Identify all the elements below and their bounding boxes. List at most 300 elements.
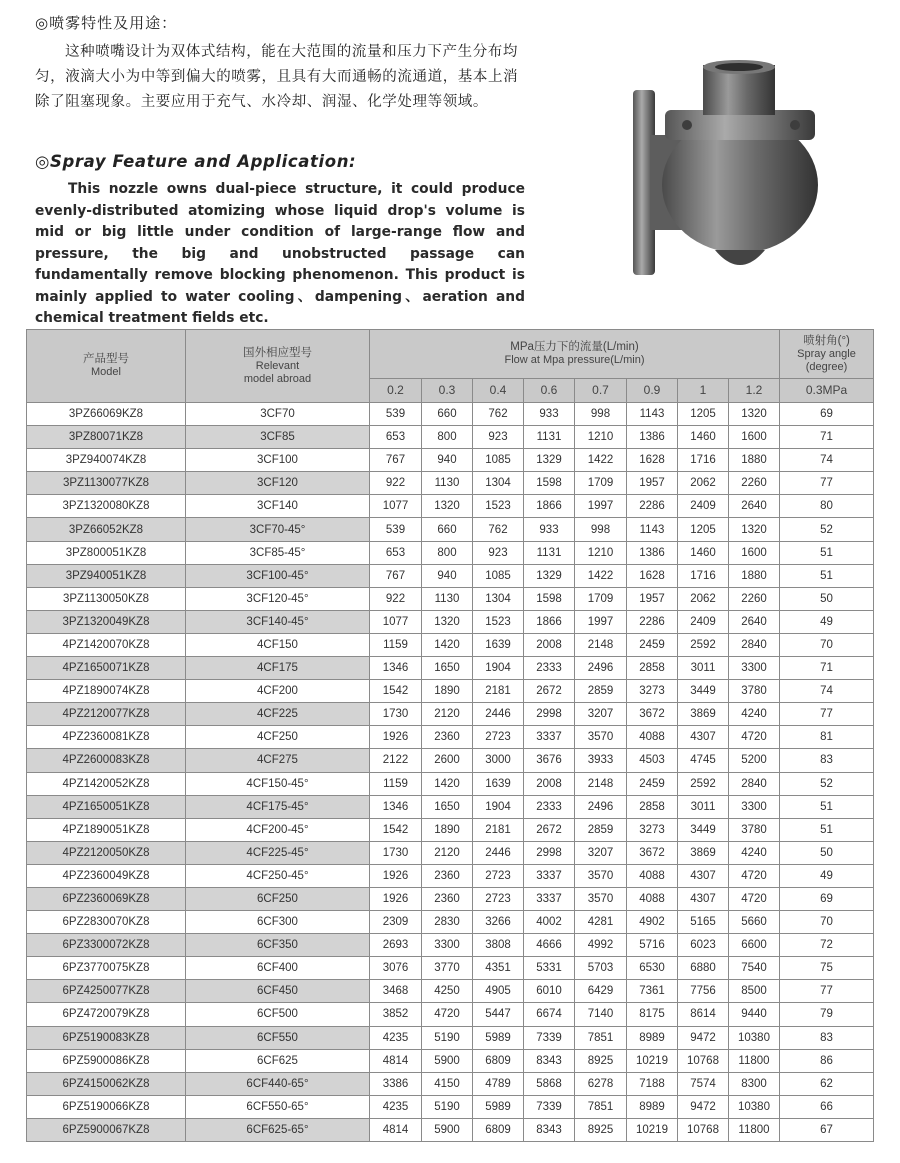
flow-cell: 3207 bbox=[575, 841, 627, 864]
model-cell: 6PZ5900086KZ8 bbox=[27, 1049, 186, 1072]
angle-pressure-header: 0.3MPa bbox=[780, 379, 874, 403]
flow-cell: 1523 bbox=[473, 495, 524, 518]
table-row bbox=[27, 841, 874, 864]
flow-cell: 4002 bbox=[524, 911, 575, 934]
flow-cell: 767 bbox=[370, 564, 422, 587]
flow-cell: 1639 bbox=[473, 633, 524, 656]
spray-angle-cell: 49 bbox=[780, 610, 874, 633]
table-row bbox=[27, 726, 874, 749]
flow-cell: 1386 bbox=[627, 541, 678, 564]
table-row bbox=[27, 980, 874, 1003]
flow-cell: 4992 bbox=[575, 934, 627, 957]
spray-angle-cell: 86 bbox=[780, 1049, 874, 1072]
flow-cell: 1880 bbox=[729, 449, 780, 472]
flow-cell: 1600 bbox=[729, 541, 780, 564]
flow-cell: 3770 bbox=[422, 957, 473, 980]
model-cell: 3PZ1320080KZ8 bbox=[27, 495, 186, 518]
flow-cell: 1320 bbox=[729, 518, 780, 541]
model-cell: 6PZ4720079KZ8 bbox=[27, 1003, 186, 1026]
flow-cell: 2998 bbox=[524, 703, 575, 726]
flow-cell: 1159 bbox=[370, 633, 422, 656]
flow-cell: 6674 bbox=[524, 1003, 575, 1026]
flow-cell: 10219 bbox=[627, 1118, 678, 1141]
flow-rate-table bbox=[26, 329, 874, 1142]
flow-cell: 1329 bbox=[524, 564, 575, 587]
model-cell: 3PZ800051KZ8 bbox=[27, 541, 186, 564]
table-row bbox=[27, 1095, 874, 1118]
spray-nozzle-icon bbox=[625, 55, 825, 285]
flow-cell: 4240 bbox=[729, 841, 780, 864]
table-row bbox=[27, 495, 874, 518]
spray-angle-cell: 51 bbox=[780, 564, 874, 587]
flow-cell: 3207 bbox=[575, 703, 627, 726]
spray-angle-cell: 51 bbox=[780, 541, 874, 564]
flow-cell: 5190 bbox=[422, 1095, 473, 1118]
flow-header: MPa压力下的流量(L/min) Flow at Mpa pressure(L/min) bbox=[370, 330, 780, 379]
flow-cell: 1866 bbox=[524, 495, 575, 518]
spray-angle-cell: 75 bbox=[780, 957, 874, 980]
flow-cell: 5900 bbox=[422, 1049, 473, 1072]
table-row bbox=[27, 633, 874, 656]
flow-cell: 2260 bbox=[729, 472, 780, 495]
spray-angle-cell: 77 bbox=[780, 980, 874, 1003]
relevant-model-cell: 6CF625-65° bbox=[186, 1118, 370, 1141]
flow-cell: 6530 bbox=[627, 957, 678, 980]
flow-cell: 8343 bbox=[524, 1049, 575, 1072]
flow-cell: 4281 bbox=[575, 911, 627, 934]
flow-cell: 6600 bbox=[729, 934, 780, 957]
english-description: This nozzle owns dual-piece structure, it could produce evenly-distributed atomizing whose liquid drop's volume is mid or big little under condition of large-range flow and pressure, the big and unobstructed passage can fundamentally remove blocking phenomenon. This product is mainly applied to water cooling、dampening、aeration and chemical treatment fields etc. bbox=[35, 181, 525, 326]
table-row bbox=[27, 587, 874, 610]
model-cell: 6PZ4250077KZ8 bbox=[27, 980, 186, 1003]
flow-cell: 3672 bbox=[627, 841, 678, 864]
spray-angle-cell: 77 bbox=[780, 703, 874, 726]
flow-cell: 1730 bbox=[370, 841, 422, 864]
flow-cell: 9472 bbox=[678, 1095, 729, 1118]
flow-cell: 2723 bbox=[473, 864, 524, 887]
flow-cell: 2496 bbox=[575, 795, 627, 818]
table-row bbox=[27, 541, 874, 564]
table-row bbox=[27, 749, 874, 772]
flow-cell: 2723 bbox=[473, 726, 524, 749]
flow-cell: 2998 bbox=[524, 841, 575, 864]
flow-cell: 3386 bbox=[370, 1072, 422, 1095]
flow-cell: 762 bbox=[473, 518, 524, 541]
model-cell: 4PZ1650051KZ8 bbox=[27, 795, 186, 818]
spray-angle-cell: 72 bbox=[780, 934, 874, 957]
chinese-description: 这种喷嘴设计为双体式结构，能在大范围的流量和压力下产生分布均匀，液滴大小为中等到偏大的喷雾，且具有大而通畅的流通道，基本上消除了阻塞现象。主要应用于充气、水冷却、润湿、化学处理等领域。 bbox=[35, 44, 519, 110]
flow-cell: 1130 bbox=[422, 587, 473, 610]
flow-cell: 3449 bbox=[678, 680, 729, 703]
flow-cell: 1709 bbox=[575, 587, 627, 610]
flow-cell: 3300 bbox=[729, 795, 780, 818]
model-cell: 3PZ1130077KZ8 bbox=[27, 472, 186, 495]
flow-cell: 4088 bbox=[627, 887, 678, 910]
relevant-model-cell: 4CF225 bbox=[186, 703, 370, 726]
flow-cell: 10768 bbox=[678, 1118, 729, 1141]
spray-angle-cell: 83 bbox=[780, 1026, 874, 1049]
model-cell: 4PZ1420070KZ8 bbox=[27, 633, 186, 656]
flow-cell: 2858 bbox=[627, 795, 678, 818]
spray-angle-cell: 69 bbox=[780, 403, 874, 426]
table-row bbox=[27, 472, 874, 495]
flow-cell: 10768 bbox=[678, 1049, 729, 1072]
spray-angle-cell: 71 bbox=[780, 426, 874, 449]
flow-cell: 1598 bbox=[524, 472, 575, 495]
flow-cell: 2446 bbox=[473, 703, 524, 726]
model-cell: 6PZ3770075KZ8 bbox=[27, 957, 186, 980]
flow-cell: 1346 bbox=[370, 795, 422, 818]
flow-cell: 1320 bbox=[422, 495, 473, 518]
flow-cell: 1716 bbox=[678, 564, 729, 587]
relevant-model-cell: 6CF400 bbox=[186, 957, 370, 980]
relevant-model-cell: 4CF175 bbox=[186, 657, 370, 680]
spray-angle-cell: 49 bbox=[780, 864, 874, 887]
model-cell: 6PZ5900067KZ8 bbox=[27, 1118, 186, 1141]
spray-angle-cell: 80 bbox=[780, 495, 874, 518]
flow-cell: 1210 bbox=[575, 541, 627, 564]
flow-cell: 4088 bbox=[627, 864, 678, 887]
flow-cell: 3468 bbox=[370, 980, 422, 1003]
flow-cell: 1523 bbox=[473, 610, 524, 633]
flow-cell: 1957 bbox=[627, 587, 678, 610]
spray-angle-cell: 77 bbox=[780, 472, 874, 495]
model-cell: 3PZ66052KZ8 bbox=[27, 518, 186, 541]
flow-cell: 4789 bbox=[473, 1072, 524, 1095]
relevant-model-cell: 3CF85-45° bbox=[186, 541, 370, 564]
flow-cell: 2496 bbox=[575, 657, 627, 680]
flow-cell: 1205 bbox=[678, 518, 729, 541]
flow-cell: 1320 bbox=[729, 403, 780, 426]
flow-cell: 3780 bbox=[729, 680, 780, 703]
flow-cell: 2148 bbox=[575, 772, 627, 795]
flow-cell: 2360 bbox=[422, 864, 473, 887]
flow-cell: 2181 bbox=[473, 680, 524, 703]
spray-angle-cell: 50 bbox=[780, 587, 874, 610]
table-row bbox=[27, 657, 874, 680]
flow-cell: 4666 bbox=[524, 934, 575, 957]
flow-cell: 2672 bbox=[524, 680, 575, 703]
flow-cell: 9440 bbox=[729, 1003, 780, 1026]
table-row bbox=[27, 772, 874, 795]
relevant-model-cell: 6CF440-65° bbox=[186, 1072, 370, 1095]
flow-cell: 1386 bbox=[627, 426, 678, 449]
flow-cell: 4814 bbox=[370, 1049, 422, 1072]
model-cell: 4PZ1890074KZ8 bbox=[27, 680, 186, 703]
flow-cell: 1926 bbox=[370, 864, 422, 887]
spray-angle-cell: 52 bbox=[780, 772, 874, 795]
flow-cell: 1650 bbox=[422, 657, 473, 680]
flow-cell: 922 bbox=[370, 472, 422, 495]
flow-cell: 1880 bbox=[729, 564, 780, 587]
flow-cell: 762 bbox=[473, 403, 524, 426]
flow-cell: 4720 bbox=[729, 864, 780, 887]
flow-cell: 6809 bbox=[473, 1049, 524, 1072]
flow-cell: 1422 bbox=[575, 564, 627, 587]
flow-cell: 7361 bbox=[627, 980, 678, 1003]
flow-cell: 4088 bbox=[627, 726, 678, 749]
flow-cell: 4720 bbox=[729, 887, 780, 910]
flow-cell: 3266 bbox=[473, 911, 524, 934]
flow-cell: 2360 bbox=[422, 887, 473, 910]
flow-cell: 4235 bbox=[370, 1095, 422, 1118]
model-cell: 4PZ2600083KZ8 bbox=[27, 749, 186, 772]
flow-cell: 1600 bbox=[729, 426, 780, 449]
spray-angle-cell: 74 bbox=[780, 680, 874, 703]
flow-cell: 1420 bbox=[422, 633, 473, 656]
pressure-header: 0.7 bbox=[575, 379, 627, 403]
flow-cell: 1997 bbox=[575, 495, 627, 518]
model-cell: 6PZ2360069KZ8 bbox=[27, 887, 186, 910]
relevant-model-cell: 3CF100-45° bbox=[186, 564, 370, 587]
relevant-model-cell: 3CF85 bbox=[186, 426, 370, 449]
flow-cell: 2723 bbox=[473, 887, 524, 910]
flow-cell: 653 bbox=[370, 426, 422, 449]
table-row bbox=[27, 818, 874, 841]
flow-cell: 4905 bbox=[473, 980, 524, 1003]
flow-cell: 3780 bbox=[729, 818, 780, 841]
model-cell: 6PZ2830070KZ8 bbox=[27, 911, 186, 934]
flow-cell: 7851 bbox=[575, 1095, 627, 1118]
pressure-header: 0.4 bbox=[473, 379, 524, 403]
relevant-model-cell: 3CF120 bbox=[186, 472, 370, 495]
spray-angle-cell: 70 bbox=[780, 911, 874, 934]
relevant-model-cell: 6CF550 bbox=[186, 1026, 370, 1049]
flow-cell: 2062 bbox=[678, 472, 729, 495]
model-cell: 4PZ2120050KZ8 bbox=[27, 841, 186, 864]
table-row bbox=[27, 1003, 874, 1026]
flow-cell: 2181 bbox=[473, 818, 524, 841]
flow-cell: 4720 bbox=[729, 726, 780, 749]
spray-angle-cell: 81 bbox=[780, 726, 874, 749]
flow-cell: 8989 bbox=[627, 1095, 678, 1118]
model-cell: 3PZ66069KZ8 bbox=[27, 403, 186, 426]
flow-cell: 10380 bbox=[729, 1095, 780, 1118]
spray-angle-header: 喷射角(°) Spray angle (degree) bbox=[780, 330, 874, 379]
flow-cell: 922 bbox=[370, 587, 422, 610]
flow-cell: 2360 bbox=[422, 726, 473, 749]
flow-cell: 800 bbox=[422, 541, 473, 564]
flow-cell: 4745 bbox=[678, 749, 729, 772]
flow-cell: 7574 bbox=[678, 1072, 729, 1095]
flow-cell: 1460 bbox=[678, 426, 729, 449]
flow-cell: 4235 bbox=[370, 1026, 422, 1049]
flow-cell: 2640 bbox=[729, 610, 780, 633]
flow-cell: 1210 bbox=[575, 426, 627, 449]
model-cell: 6PZ5190083KZ8 bbox=[27, 1026, 186, 1049]
relevant-model-cell: 4CF250 bbox=[186, 726, 370, 749]
flow-cell: 1957 bbox=[627, 472, 678, 495]
flow-cell: 1890 bbox=[422, 818, 473, 841]
flow-cell: 2409 bbox=[678, 495, 729, 518]
flow-cell: 923 bbox=[473, 541, 524, 564]
flow-cell: 6429 bbox=[575, 980, 627, 1003]
flow-cell: 7188 bbox=[627, 1072, 678, 1095]
flow-cell: 8343 bbox=[524, 1118, 575, 1141]
flow-cell: 2148 bbox=[575, 633, 627, 656]
flow-cell: 4240 bbox=[729, 703, 780, 726]
relevant-model-cell: 6CF250 bbox=[186, 887, 370, 910]
flow-cell: 5716 bbox=[627, 934, 678, 957]
flow-cell: 8300 bbox=[729, 1072, 780, 1095]
spray-angle-cell: 71 bbox=[780, 657, 874, 680]
relevant-model-cell: 4CF250-45° bbox=[186, 864, 370, 887]
flow-cell: 3570 bbox=[575, 887, 627, 910]
flow-cell: 10219 bbox=[627, 1049, 678, 1072]
flow-cell: 539 bbox=[370, 518, 422, 541]
flow-cell: 5190 bbox=[422, 1026, 473, 1049]
flow-cell: 1329 bbox=[524, 449, 575, 472]
flow-cell: 1730 bbox=[370, 703, 422, 726]
flow-cell: 2459 bbox=[627, 633, 678, 656]
spray-angle-cell: 79 bbox=[780, 1003, 874, 1026]
flow-cell: 3570 bbox=[575, 726, 627, 749]
flow-cell: 8925 bbox=[575, 1049, 627, 1072]
relevant-model-cell: 3CF100 bbox=[186, 449, 370, 472]
flow-cell: 800 bbox=[422, 426, 473, 449]
flow-cell: 2830 bbox=[422, 911, 473, 934]
flow-cell: 1890 bbox=[422, 680, 473, 703]
flow-cell: 1131 bbox=[524, 426, 575, 449]
table-row bbox=[27, 680, 874, 703]
outlet-tip bbox=[715, 250, 765, 265]
model-cell: 4PZ2360049KZ8 bbox=[27, 864, 186, 887]
flow-cell: 4307 bbox=[678, 887, 729, 910]
flow-cell: 3570 bbox=[575, 864, 627, 887]
flow-cell: 2008 bbox=[524, 633, 575, 656]
table-row bbox=[27, 426, 874, 449]
relevant-model-cell: 6CF550-65° bbox=[186, 1095, 370, 1118]
flow-cell: 2409 bbox=[678, 610, 729, 633]
table-row bbox=[27, 795, 874, 818]
flow-cell: 2446 bbox=[473, 841, 524, 864]
flow-cell: 11800 bbox=[729, 1118, 780, 1141]
model-cell: 4PZ1890051KZ8 bbox=[27, 818, 186, 841]
pressure-header: 0.3 bbox=[422, 379, 473, 403]
flow-cell: 4307 bbox=[678, 726, 729, 749]
flow-cell: 2858 bbox=[627, 657, 678, 680]
flow-cell: 6023 bbox=[678, 934, 729, 957]
spray-angle-cell: 50 bbox=[780, 841, 874, 864]
flow-cell: 3337 bbox=[524, 726, 575, 749]
flow-cell: 2592 bbox=[678, 772, 729, 795]
flow-cell: 2840 bbox=[729, 633, 780, 656]
model-cell: 3PZ1130050KZ8 bbox=[27, 587, 186, 610]
flow-cell: 5703 bbox=[575, 957, 627, 980]
table-row bbox=[27, 703, 874, 726]
flow-cell: 4307 bbox=[678, 864, 729, 887]
flow-cell: 5900 bbox=[422, 1118, 473, 1141]
flow-cell: 6010 bbox=[524, 980, 575, 1003]
flow-cell: 4351 bbox=[473, 957, 524, 980]
flow-cell: 933 bbox=[524, 403, 575, 426]
flow-cell: 4720 bbox=[422, 1003, 473, 1026]
flow-cell: 1997 bbox=[575, 610, 627, 633]
relevant-model-cell: 4CF225-45° bbox=[186, 841, 370, 864]
table-row bbox=[27, 518, 874, 541]
flow-cell: 2008 bbox=[524, 772, 575, 795]
flow-cell: 3011 bbox=[678, 657, 729, 680]
flow-cell: 3337 bbox=[524, 864, 575, 887]
flow-cell: 1460 bbox=[678, 541, 729, 564]
flow-cell: 1926 bbox=[370, 887, 422, 910]
table-row bbox=[27, 957, 874, 980]
flow-cell: 3869 bbox=[678, 841, 729, 864]
relevant-model-cell: 4CF200 bbox=[186, 680, 370, 703]
flow-cell: 940 bbox=[422, 564, 473, 587]
relevant-model-header: 国外相应型号 Relevant model abroad bbox=[186, 330, 370, 403]
flow-cell: 1926 bbox=[370, 726, 422, 749]
table-row bbox=[27, 1026, 874, 1049]
flow-cell: 5989 bbox=[473, 1026, 524, 1049]
flow-cell: 2693 bbox=[370, 934, 422, 957]
flow-cell: 7140 bbox=[575, 1003, 627, 1026]
flow-cell: 2840 bbox=[729, 772, 780, 795]
flow-cell: 4250 bbox=[422, 980, 473, 1003]
relevant-model-cell: 4CF275 bbox=[186, 749, 370, 772]
pressure-header: 0.6 bbox=[524, 379, 575, 403]
flow-cell: 1639 bbox=[473, 772, 524, 795]
table-row bbox=[27, 1118, 874, 1141]
relevant-model-cell: 4CF175-45° bbox=[186, 795, 370, 818]
flow-cell: 1866 bbox=[524, 610, 575, 633]
relevant-model-cell: 6CF625 bbox=[186, 1049, 370, 1072]
model-cell: 6PZ5190066KZ8 bbox=[27, 1095, 186, 1118]
flow-cell: 998 bbox=[575, 403, 627, 426]
flow-cell: 5331 bbox=[524, 957, 575, 980]
pressure-header: 0.9 bbox=[627, 379, 678, 403]
table-row bbox=[27, 564, 874, 587]
flow-cell: 1904 bbox=[473, 795, 524, 818]
flow-cell: 7540 bbox=[729, 957, 780, 980]
model-cell: 4PZ2120077KZ8 bbox=[27, 703, 186, 726]
flow-cell: 3273 bbox=[627, 818, 678, 841]
flow-cell: 1542 bbox=[370, 818, 422, 841]
flow-cell: 5868 bbox=[524, 1072, 575, 1095]
relevant-model-cell: 3CF70 bbox=[186, 403, 370, 426]
flow-cell: 3076 bbox=[370, 957, 422, 980]
table-row bbox=[27, 887, 874, 910]
model-cell: 4PZ2360081KZ8 bbox=[27, 726, 186, 749]
flow-cell: 1143 bbox=[627, 518, 678, 541]
spray-angle-cell: 62 bbox=[780, 1072, 874, 1095]
relevant-model-cell: 3CF140-45° bbox=[186, 610, 370, 633]
spray-angle-cell: 66 bbox=[780, 1095, 874, 1118]
flow-cell: 9472 bbox=[678, 1026, 729, 1049]
flow-cell: 7339 bbox=[524, 1095, 575, 1118]
pressure-header: 1 bbox=[678, 379, 729, 403]
flow-cell: 1320 bbox=[422, 610, 473, 633]
flow-cell: 1420 bbox=[422, 772, 473, 795]
flow-cell: 653 bbox=[370, 541, 422, 564]
flow-cell: 1542 bbox=[370, 680, 422, 703]
spray-angle-cell: 74 bbox=[780, 449, 874, 472]
flow-cell: 4814 bbox=[370, 1118, 422, 1141]
flow-cell: 5660 bbox=[729, 911, 780, 934]
english-section-title: ◎Spray Feature and Application: bbox=[35, 152, 357, 171]
flow-cell: 8925 bbox=[575, 1118, 627, 1141]
flow-cell: 660 bbox=[422, 518, 473, 541]
flow-cell: 998 bbox=[575, 518, 627, 541]
relevant-model-cell: 3CF120-45° bbox=[186, 587, 370, 610]
model-cell: 3PZ80071KZ8 bbox=[27, 426, 186, 449]
flow-cell: 3300 bbox=[729, 657, 780, 680]
flow-cell: 2859 bbox=[575, 680, 627, 703]
pressure-header: 1.2 bbox=[729, 379, 780, 403]
flow-cell: 5989 bbox=[473, 1095, 524, 1118]
spray-angle-cell: 69 bbox=[780, 887, 874, 910]
flow-cell: 1346 bbox=[370, 657, 422, 680]
